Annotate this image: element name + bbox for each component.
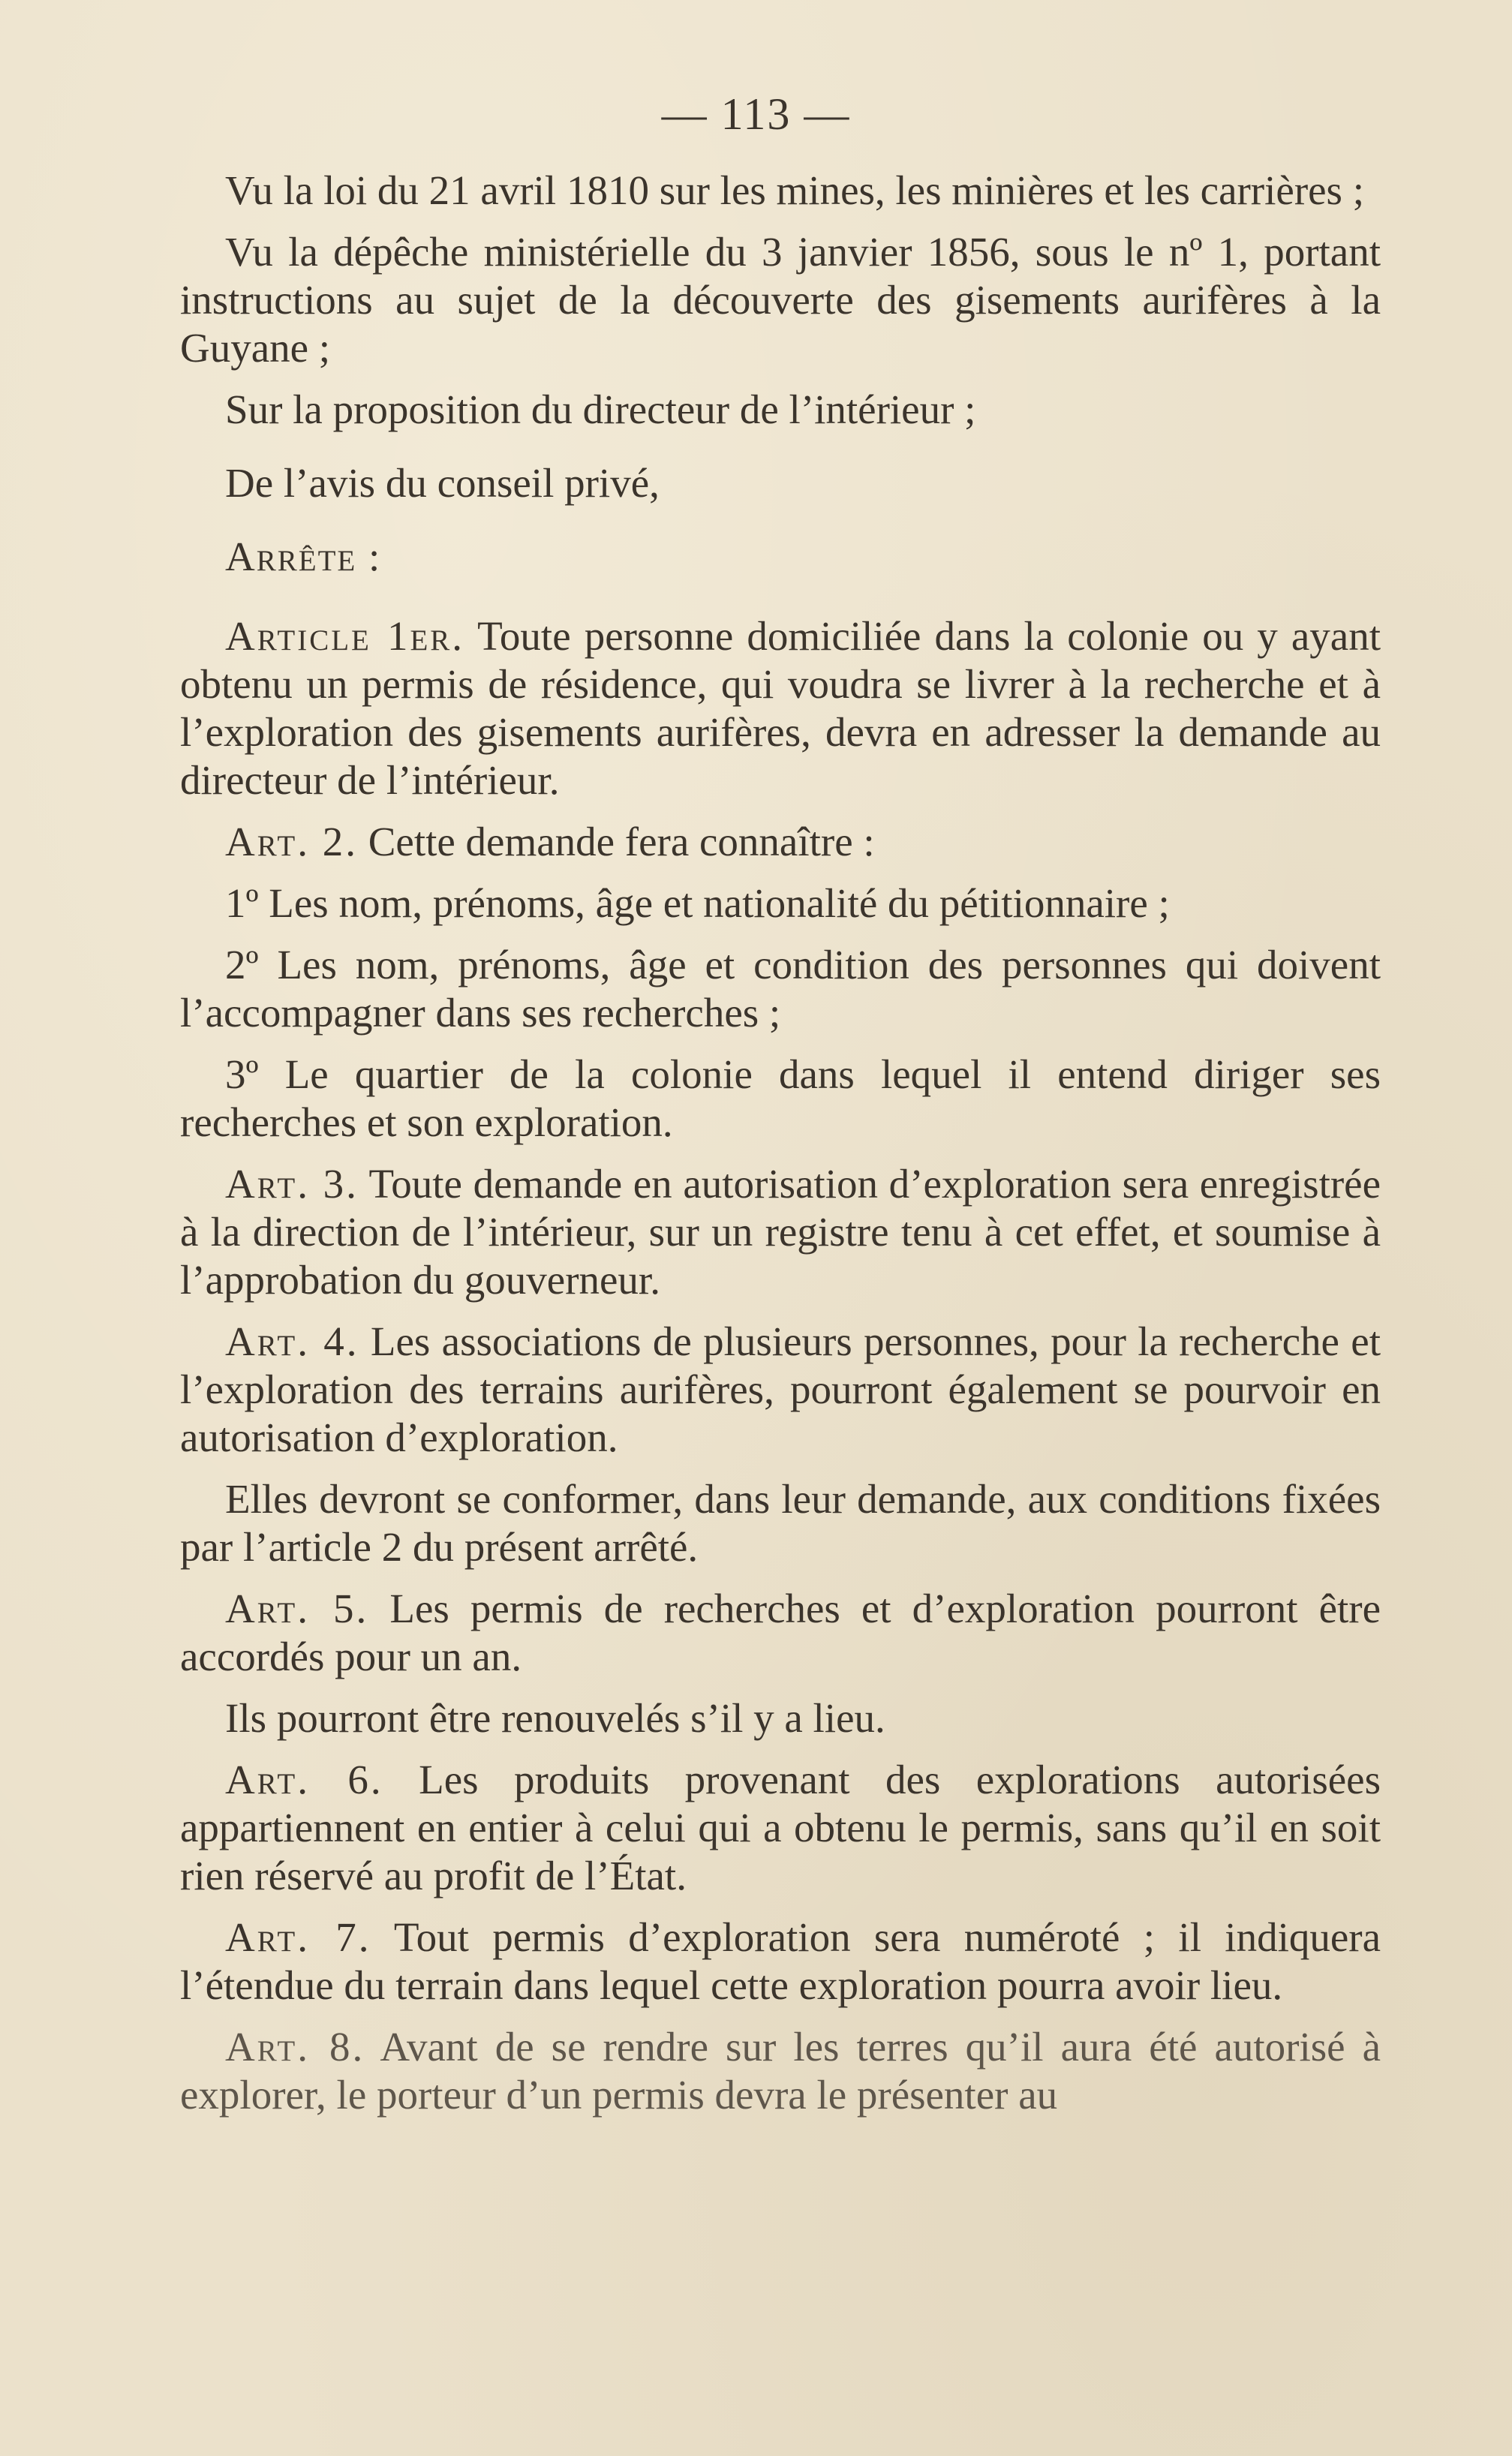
page-number: — 113 —	[661, 89, 851, 139]
list-item: 2º Les nom, prénoms, âge et condition des personnes qui doivent l’accompagner dans ses recherches ;	[180, 942, 1381, 1036]
article-continuation: Ils pourront être renouvelés s’il y a lieu.	[225, 1695, 885, 1741]
decree-heading: Arrête :	[225, 534, 382, 579]
article-paragraph	[180, 1160, 1381, 1304]
article-label: Art. 2.	[225, 819, 358, 864]
list-item: 1º Les nom, prénoms, âge et nationalité du pétitionnaire ;	[225, 880, 1170, 926]
article-continuation: Elles devront se conformer, dans leur demande, aux conditions fixées par l’article 2 du présent arrêté.	[180, 1476, 1381, 1570]
article-text: Les permis de recherches et d’exploration pourront être accordés pour un an.	[180, 1586, 1381, 1679]
article-text: Avant de se rendre sur les terres qu’il aura été autorisé à explorer, le porteur d’un permis devra le présenter au	[180, 2024, 1381, 2118]
article-text: Les associations de plusieurs personnes, pour la recherche et l’exploration des terrains aurifères, pourront également se pourvoir en autorisation d’exploration.	[180, 1318, 1381, 1460]
preamble-paragraph: De l’avis du conseil privé,	[225, 460, 660, 506]
article-label: Art. 5.	[225, 1586, 369, 1631]
article-text: Les produits provenant des explorations autorisées appartiennent en entier à celui qui a obtenu le permis, sans qu’il en soit rien réservé au profit de l’État.	[180, 1757, 1381, 1898]
preamble-paragraph: Vu la dépêche ministérielle du 3 janvier 1856, sous le nº 1, portant instructions au sujet de la découverte des gisements aurifères à la Guyane ;	[180, 229, 1381, 371]
article-label: Art. 4.	[225, 1318, 359, 1364]
article-paragraph	[180, 2023, 1381, 2119]
article-paragraph	[180, 818, 1381, 866]
article-paragraph	[180, 612, 1381, 804]
preamble-paragraph: Sur la proposition du directeur de l’intérieur ;	[225, 386, 976, 432]
article-label: Art. 6.	[225, 1757, 383, 1802]
article-label: Art. 8.	[225, 2024, 365, 2070]
article-paragraph	[180, 1913, 1381, 2010]
article-text: Tout permis d’exploration sera numéroté ; il indiquera l’étendue du terrain dans lequel cette exploration pourra avoir lieu.	[180, 1914, 1381, 2008]
article-label: Article 1er.	[225, 613, 465, 659]
article-label: Art. 7.	[225, 1914, 371, 1960]
article-paragraph	[180, 1318, 1381, 1462]
document-body	[180, 167, 1381, 2133]
list-item: 3º Le quartier de la colonie dans lequel il entend diriger ses recherches et son exploration.	[180, 1051, 1381, 1145]
article-label: Art. 3.	[225, 1161, 359, 1207]
article-text: Toute personne domiciliée dans la colonie ou y ayant obtenu un permis de résidence, qui voudra se livrer à la recherche et à l’exploration des gisements aurifères, devra en adresser la demande au directeur de l’intérieur.	[180, 613, 1381, 803]
article-text: Toute demande en autorisation d’exploration sera enregistrée à la direction de l’intérieur, sur un registre tenu à cet effet, et soumise à l’approbation du gouverneur.	[180, 1161, 1381, 1303]
article-paragraph	[180, 1756, 1381, 1900]
article-text: Cette demande fera connaître :	[368, 819, 875, 864]
article-paragraph	[180, 1585, 1381, 1681]
preamble-paragraph: Vu la loi du 21 avril 1810 sur les mines, les minières et les carrières ;	[225, 167, 1364, 213]
